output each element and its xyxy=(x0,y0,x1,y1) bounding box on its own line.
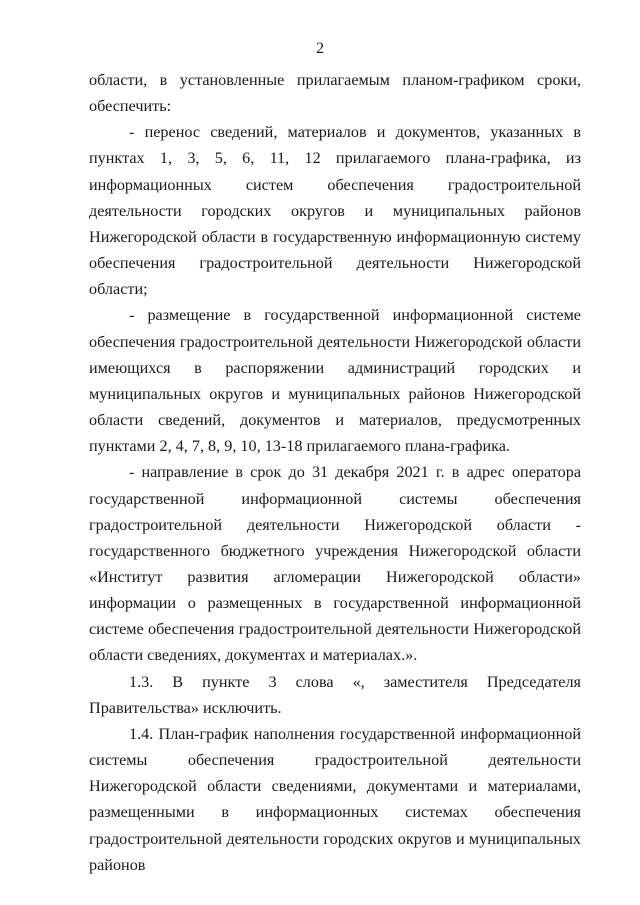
paragraph-clause-1-3: 1.3. В пункте 3 слова «, заместителя Председателя Правительства» исключить. xyxy=(89,672,581,717)
paragraph-placement-item: - размещение в государственной информационной системе обеспечения градостроительной деятельности Нижегородской области имеющихся в распоряжении администраций городских и муниципальных округов и муниципальных районов Нижегородской области сведений, документов и материалов, предусмотренных пунктами 2, 4, 7, 8, 9, 10, 13-18 прилагаемого плана-графика. xyxy=(89,306,581,456)
paragraph-intro: области, в установленные прилагаемым планом-графиком сроки, обеспечить: xyxy=(89,71,581,116)
paragraph-transfer-item: - перенос сведений, материалов и документов, указанных в пунктах 1, 3, 5, 6, 11, 12 прилагаемого плана-графика, из информационных систем обеспечения градостроительной деятельности городских округов и муниципальных районов Нижегородской области в государственную информационную систему обеспечения градостроительной деятельности Нижегородской области; xyxy=(89,123,581,299)
paragraph-notification-item: - направление в срок до 31 декабря 2021 г. в адрес оператора государственной информационной системы обеспечения градостроительной деятельности Нижегородской области - государственного бюджетного учреждения Нижегородской области «Институт развития агломерации Нижегородской области» информации о размещенных в государственной информационной системе обеспечения градостроительной деятельности Нижегородской области сведениях, документах и материалах.». xyxy=(89,463,581,665)
page-number: 2 xyxy=(315,39,325,57)
paragraph-clause-1-4: 1.4. План-график наполнения государственной информационной системы обеспечения градостроительной деятельности Нижегородской области сведениями, документами и материалами, размещенными в информационных системах обеспечения градостроительной деятельности городских округов и муниципальных районов xyxy=(89,724,581,874)
document-body xyxy=(89,67,581,878)
